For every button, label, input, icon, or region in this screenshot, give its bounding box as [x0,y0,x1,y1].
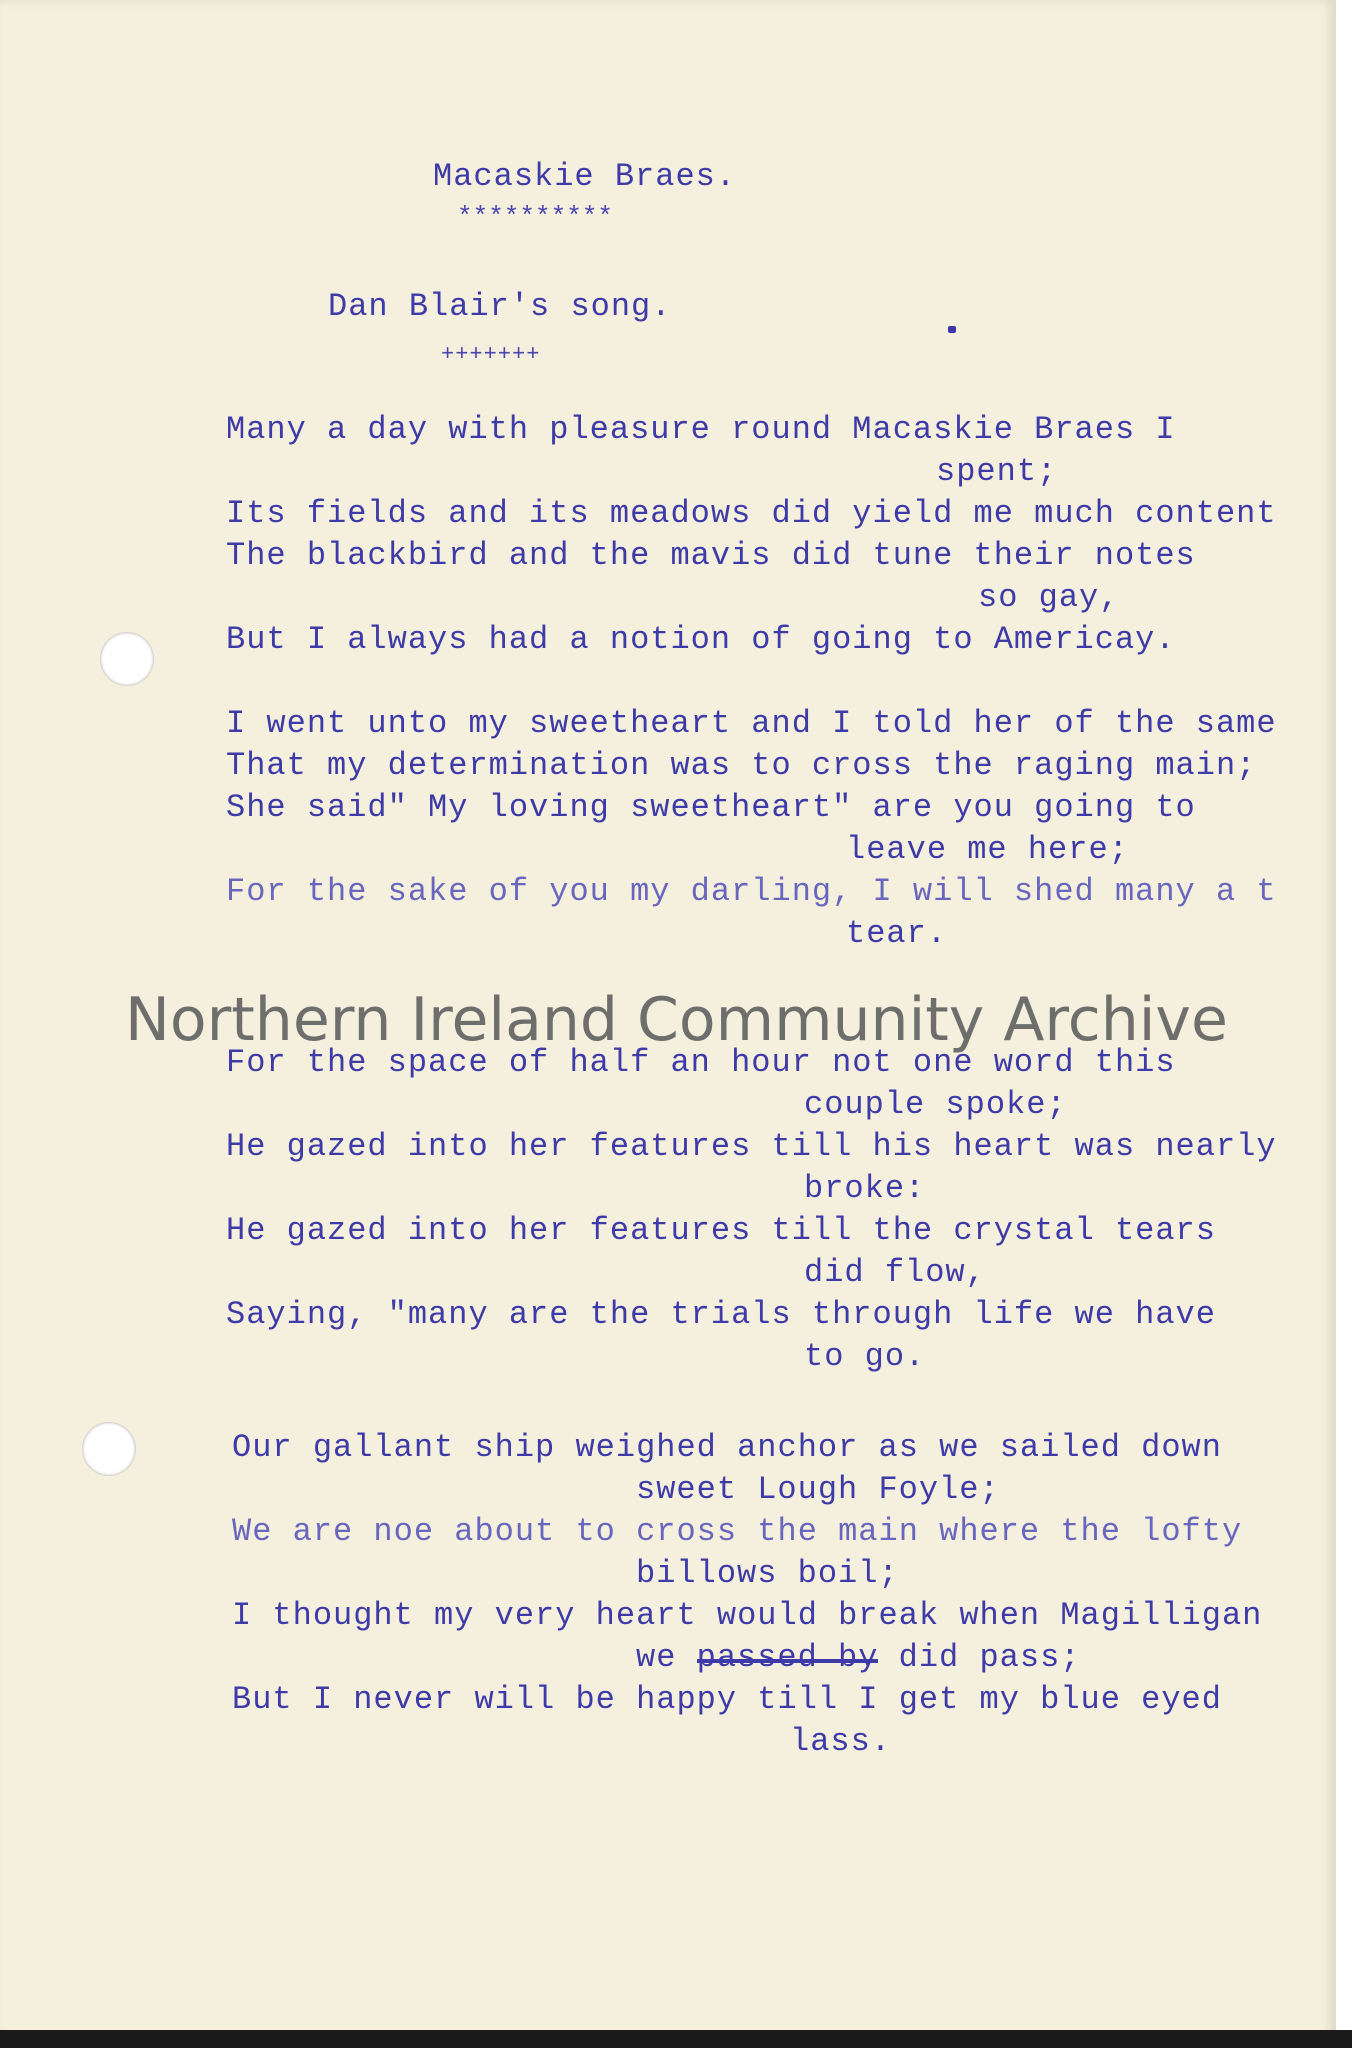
verse-line: did flow, [804,1254,986,1291]
verse-line: broke: [804,1170,926,1207]
verse-line: spent; [936,453,1058,490]
verse-line: lass. [790,1723,892,1760]
song-subtitle: Dan Blair's song. [328,288,672,325]
verse-line: He gazed into her features till his heart was nearly [226,1128,1277,1165]
archive-watermark: Northern Ireland Community Archive [125,985,1228,1055]
verse-line: For the sake of you my darling, I will shed many a t [226,873,1277,910]
verse-line: I thought my very heart would break when Magilligan [232,1597,1263,1634]
verse-line: I went unto my sweetheart and I told her of the same [226,705,1277,742]
song-title: Macaskie Braes. [433,158,737,195]
verse-line-corrected [636,1637,1080,1679]
verse-line: leave me here; [846,831,1129,868]
verse-line: He gazed into her features till the crystal tears [226,1212,1216,1249]
struck-out-text: passed by [697,1637,879,1679]
verse-line: But I always had a notion of going to Americay. [226,621,1176,658]
verse-line: billows boil; [636,1555,899,1592]
verse-line: tear. [846,915,948,952]
verse-line: sweet Lough Foyle; [636,1471,1000,1508]
verse-word: did pass; [898,1639,1081,1676]
verse-line: The blackbird and the mavis did tune their notes [226,537,1196,574]
verse-line: That my determination was to cross the raging main; [226,747,1257,784]
scan-margin [1336,0,1352,2048]
verse-word: we [636,1639,677,1676]
verse-line: For the space of half an hour not one word this [226,1044,1176,1081]
title-rule: ********** [457,202,614,232]
verse-line: Our gallant ship weighed anchor as we sailed down [232,1429,1222,1466]
verse-line: couple spoke; [804,1086,1067,1123]
verse-line: Its fields and its meadows did yield me much content [226,495,1277,532]
verse-line: She said" My loving sweetheart" are you going to [226,789,1196,826]
subtitle-rule: +++++++ [441,342,541,367]
verse-line: Many a day with pleasure round Macaskie Braes I [226,411,1176,448]
verse-line: But I never will be happy till I get my blue eyed [232,1681,1222,1718]
scan-border [0,2030,1352,2048]
verse-line: We are noe about to cross the main where the lofty [232,1513,1243,1550]
verse-line: Saying, "many are the trials through life we have [226,1296,1216,1333]
punch-hole-bottom [82,1422,136,1476]
verse-line: so gay, [978,579,1120,616]
punch-hole-top [100,632,154,686]
verse-line: to go. [804,1338,926,1375]
ink-dot [948,326,956,333]
